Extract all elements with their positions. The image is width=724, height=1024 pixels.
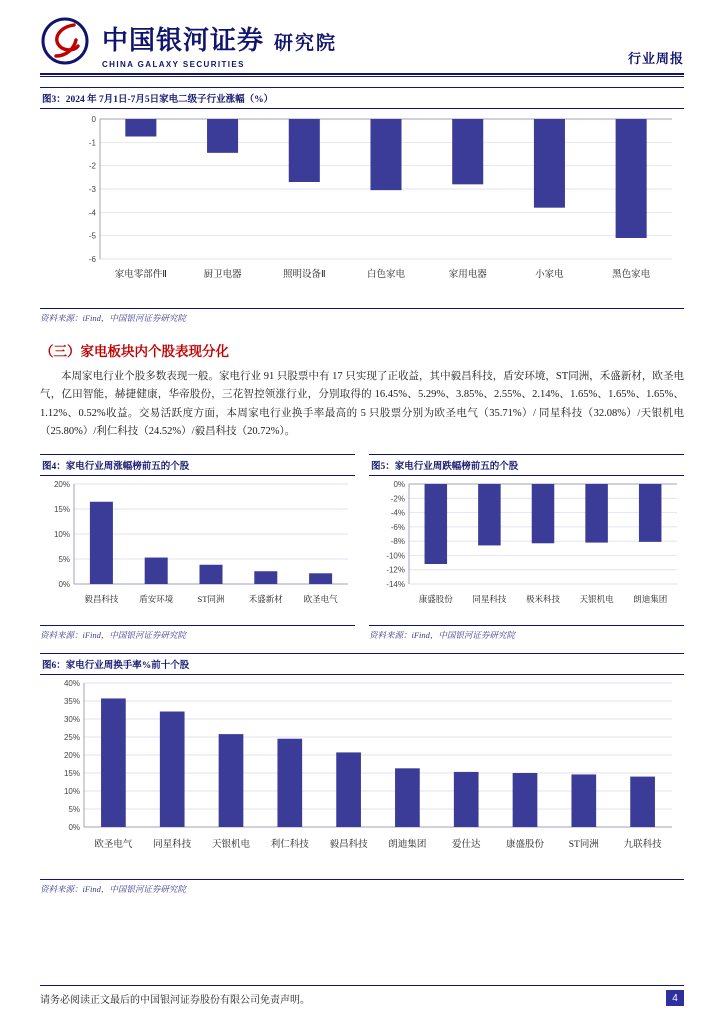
svg-text:照明设备Ⅱ: 照明设备Ⅱ xyxy=(282,270,326,280)
figure-4-source: 资料来源：iFind，中国银河证券研究院 xyxy=(40,625,355,641)
svg-text:家电零部件Ⅱ: 家电零部件Ⅱ xyxy=(114,270,167,280)
svg-text:同星科技: 同星科技 xyxy=(472,593,507,604)
svg-text:ST同洲: ST同洲 xyxy=(568,839,599,850)
svg-text:家用电器: 家用电器 xyxy=(448,270,487,280)
svg-text:-3: -3 xyxy=(88,185,96,194)
svg-text:康盛股份: 康盛股份 xyxy=(418,593,453,604)
svg-text:-2%: -2% xyxy=(390,493,405,503)
svg-text:-8%: -8% xyxy=(390,536,405,546)
figure-5-caption: 图5：家电行业周跌幅榜前五的个股 xyxy=(369,454,684,476)
svg-text:-6: -6 xyxy=(88,255,96,264)
figure-6-svg xyxy=(40,675,684,870)
figure-3-caption: 图3：2024 年 7月1日-7月5日家电二级子行业涨幅（%） xyxy=(40,87,684,109)
svg-text:-1: -1 xyxy=(88,138,96,148)
svg-text:-12%: -12% xyxy=(386,565,405,575)
page-number: 4 xyxy=(666,990,684,1006)
svg-text:黑色家电: 黑色家电 xyxy=(612,270,651,280)
footer-disclaimer: 请务必阅读正文最后的中国银河证券股份有限公司免责声明。 xyxy=(40,994,310,1006)
svg-text:爱仕达: 爱仕达 xyxy=(451,839,481,850)
svg-text:-4: -4 xyxy=(88,208,96,218)
header-divider xyxy=(40,73,684,75)
svg-text:0%: 0% xyxy=(68,822,80,832)
svg-text:毅昌科技: 毅昌科技 xyxy=(84,593,119,604)
svg-text:-2: -2 xyxy=(88,161,96,171)
svg-text:-14%: -14% xyxy=(386,579,405,589)
svg-text:盾安环境: 盾安环境 xyxy=(139,593,174,604)
figure-5-chart xyxy=(369,476,684,621)
svg-text:-4%: -4% xyxy=(390,508,405,518)
svg-text:5%: 5% xyxy=(68,804,80,814)
figure-6-chart xyxy=(40,675,684,875)
figure-3-chart xyxy=(40,109,684,304)
logo-english-name: CHINA GALAXY SECURITIES xyxy=(102,60,245,69)
svg-text:厨卫电器: 厨卫电器 xyxy=(203,270,242,280)
figure-4-chart xyxy=(40,476,355,621)
svg-text:天银机电: 天银机电 xyxy=(579,593,614,604)
logo-company-name: 中国银河证券 xyxy=(102,26,265,55)
svg-text:欧圣电气: 欧圣电气 xyxy=(303,593,338,604)
svg-text:15%: 15% xyxy=(53,504,70,514)
svg-text:朗迪集团: 朗迪集团 xyxy=(388,839,427,850)
svg-text:康盛股份: 康盛股份 xyxy=(505,839,545,850)
svg-text:15%: 15% xyxy=(63,768,80,778)
svg-text:小家电: 小家电 xyxy=(535,270,564,280)
figure-4 xyxy=(40,454,355,641)
svg-text:10%: 10% xyxy=(63,786,80,796)
svg-text:20%: 20% xyxy=(63,750,80,760)
figures-4-5-row xyxy=(40,454,684,641)
figure-6-source: 资料来源：iFind，中国银河证券研究院 xyxy=(40,879,684,895)
section-paragraph: 本周家电行业个股多数表现一般。家电行业 91 只股票中有 17 只实现了正收益，其中毅昌科技，盾安环境，ST同洲，禾盛新材，欧圣电气，亿田智能，赫捷健康，华帝股份，三花智控领涨行业，分别取得的 16.45%、5.29%、3.85%、2.55%、2.14%、1.65%、1.65%、1.65%、1.12%、0.52%收益。交易活跃度方面，本周家电行业换手率最高的 5 只股票分别为欧圣电气（35.71%）/ 同星科技（32.08%）/天银机电（25.80%）/利仁科技（24.52%）/毅昌科技（20.72%）。 xyxy=(40,371,684,438)
figure-5 xyxy=(369,454,684,641)
svg-text:ST同洲: ST同洲 xyxy=(197,593,225,604)
svg-text:同星科技: 同星科技 xyxy=(153,839,192,850)
figure-5-svg xyxy=(369,476,684,616)
logo-institute-name: 研究院 xyxy=(274,33,338,54)
figure-6-caption: 图6：家电行业周换手率%前十个股 xyxy=(40,653,684,675)
figure-3 xyxy=(40,87,684,324)
figure-4-svg xyxy=(40,476,355,616)
svg-text:禾盛新材: 禾盛新材 xyxy=(248,593,283,604)
svg-text:10%: 10% xyxy=(53,529,70,539)
galaxy-logo-icon xyxy=(40,16,94,66)
svg-text:九联科技: 九联科技 xyxy=(623,839,662,850)
svg-text:天银机电: 天银机电 xyxy=(211,839,251,850)
svg-text:毅昌科技: 毅昌科技 xyxy=(329,839,368,850)
svg-text:0: 0 xyxy=(91,115,96,124)
figure-4-caption: 图4：家电行业周涨幅榜前五的个股 xyxy=(40,454,355,476)
svg-text:30%: 30% xyxy=(63,714,80,724)
svg-text:0%: 0% xyxy=(393,479,405,489)
svg-text:极米科技: 极米科技 xyxy=(525,593,561,604)
header-doc-type xyxy=(628,48,684,69)
page-footer xyxy=(40,985,684,1006)
footer-divider xyxy=(40,985,684,986)
svg-text:20%: 20% xyxy=(53,479,70,489)
svg-text:欧圣电气: 欧圣电气 xyxy=(94,839,133,850)
svg-text:25%: 25% xyxy=(63,732,80,742)
figure-6 xyxy=(40,653,684,895)
svg-text:40%: 40% xyxy=(63,678,80,688)
svg-text:-10%: -10% xyxy=(386,550,405,560)
svg-text:35%: 35% xyxy=(63,696,80,706)
svg-text:朗迪集团: 朗迪集团 xyxy=(633,593,668,604)
svg-text:-6%: -6% xyxy=(390,522,405,532)
figure-5-source: 资料来源：iFind，中国银河证券研究院 xyxy=(369,625,684,641)
svg-text:-5: -5 xyxy=(88,231,96,241)
header-divider-thin xyxy=(40,76,684,77)
svg-text:利仁科技: 利仁科技 xyxy=(270,839,309,850)
section-heading: （三）家电板块内个股表现分化 xyxy=(40,344,229,359)
figure-3-source: 资料来源：iFind，中国银河证券研究院 xyxy=(40,308,684,324)
logo-wordmark xyxy=(102,16,337,69)
figure-3-svg xyxy=(40,109,684,299)
svg-text:0%: 0% xyxy=(58,579,70,589)
header-doc-type-label: 行业周报 xyxy=(627,51,684,66)
svg-text:白色家电: 白色家电 xyxy=(366,270,406,280)
svg-text:5%: 5% xyxy=(58,554,70,564)
page-header xyxy=(40,0,684,69)
